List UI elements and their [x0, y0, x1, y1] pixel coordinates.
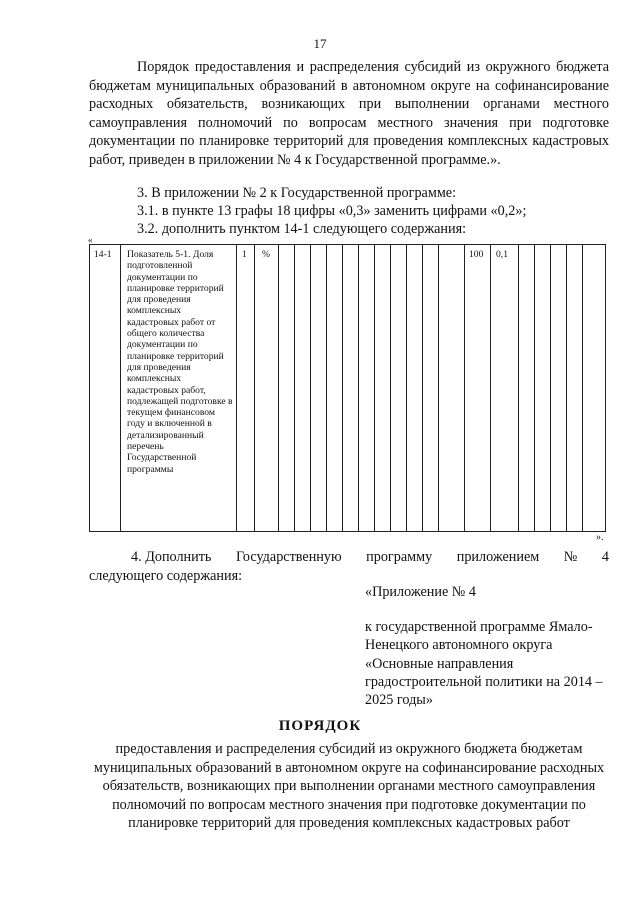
order-subtitle: предоставления и распределения субсидий из окружного бюджета бюджетам муниципальных образований в автономном округе на софинансирование расходных обязательств, возникающих при выполнении органами местного самоуправления полномочий по вопросам местного значения при подготовке документации по планировке территорий для проведения комплексных кадастровых работ: [93, 741, 605, 831]
item-3: 3. В приложении № 2 к Государственной программе:: [137, 185, 457, 201]
column-divider: [550, 245, 551, 531]
row-number: 14-1: [94, 249, 112, 260]
item-3-1: 3.1. в пункте 13 графы 18 цифры «0,3» заменить цифрами «0,2»;: [137, 203, 527, 219]
item-4-word: №: [563, 549, 578, 565]
column-divider: [294, 245, 295, 531]
annex-reference: к государственной программе Ямало-Ненецкого автономного округа «Основные направления градостроительной политики на 2014 – 2025 годы»: [365, 619, 603, 709]
column-divider: [422, 245, 423, 531]
item-4-word: приложением: [456, 549, 540, 565]
intro-paragraph: Порядок предоставления и распределения субсидий из окружного бюджета бюджетам муниципальных образований в автономном округе на софинансирование расходных обязательств, возникающих при выполнении органами местного самоуправления полномочий по вопросам местного значения при подготовке документации по планировке территорий для проведения комплексных кадастровых работ, приведен в приложении № 4 к Государственной программе.».: [89, 59, 609, 168]
column-divider: [406, 245, 407, 531]
annex-title: «Приложение № 4: [365, 584, 476, 600]
column-divider: [582, 245, 583, 531]
indicator-table-row: [89, 244, 606, 532]
column-divider: [518, 245, 519, 531]
item-4-word: программу: [366, 549, 433, 565]
column-divider: [490, 245, 491, 531]
item-4-word: 4. Дополнить: [131, 549, 212, 565]
unit-value: %: [262, 249, 270, 260]
column-divider: [358, 245, 359, 531]
value-0-1: 0,1: [496, 249, 508, 260]
column-divider: [278, 245, 279, 531]
item-4-word: Государственную: [235, 549, 342, 565]
column-divider: [374, 245, 375, 531]
item-4: [89, 548, 609, 586]
column-divider: [566, 245, 567, 531]
page-number: 17: [313, 36, 327, 51]
table-quote-close: ».: [596, 532, 604, 543]
order-heading: ПОРЯДОК: [278, 718, 362, 734]
item-3-2: 3.2. дополнить пунктом 14-1 следующего содержания:: [137, 221, 467, 237]
column-divider: [236, 245, 237, 531]
column-divider: [438, 245, 439, 531]
item-4-word: 4: [601, 549, 609, 565]
column-divider: [342, 245, 343, 531]
indicator-description: Показатель 5-1. Доля подготовленной документации по планировке территорий для проведения комплексных кадастровых работ от общего количества документации по планировке территорий для проведения комплексных кадастровых работ, подлежащей подготовке в текущем финансовом году и включенной в детализированный перечень Государственной программы: [127, 249, 233, 475]
column-divider: [120, 245, 121, 531]
column-divider: [534, 245, 535, 531]
item-4-line-2: следующего содержания:: [89, 568, 243, 584]
column-divider: [390, 245, 391, 531]
table-quote-open: «: [88, 235, 93, 245]
column-divider: [254, 245, 255, 531]
column-1-value: 1: [242, 249, 247, 260]
column-divider: [464, 245, 465, 531]
column-divider: [326, 245, 327, 531]
value-100: 100: [469, 249, 484, 260]
column-divider: [310, 245, 311, 531]
